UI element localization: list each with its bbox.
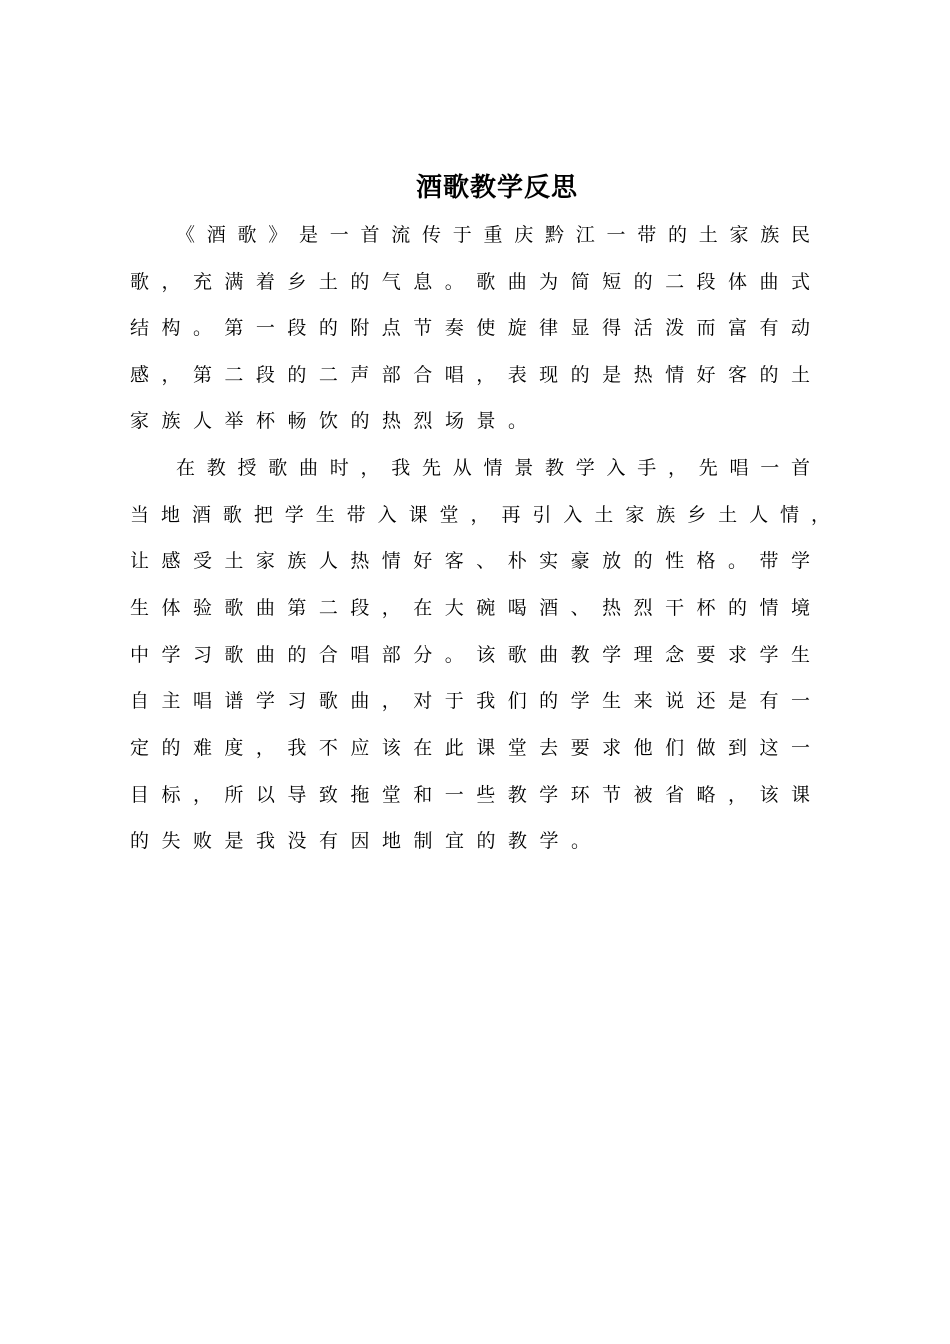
paragraph-line: 《酒歌》是一首流传于重庆黔江一带的土家族民 bbox=[176, 224, 810, 246]
paragraph-line: 中学习歌曲的合唱部分。该歌曲教学理念要求学生 bbox=[130, 644, 810, 666]
paragraph-line: 在教授歌曲时，我先从情景教学入手，先唱一首 bbox=[176, 457, 810, 479]
paragraph-line: 家族人举杯畅饮的热烈场景。 bbox=[130, 410, 540, 432]
paragraph-line: 感，第二段的二声部合唱，表现的是热情好客的土 bbox=[130, 364, 810, 386]
paragraph-line: 让感受土家族人热情好客、朴实豪放的性格。带学 bbox=[130, 550, 810, 572]
document-title: 酒歌教学反思 bbox=[415, 173, 578, 203]
paragraph-line: 目标，所以导致拖堂和一些教学环节被省略，该课 bbox=[130, 784, 810, 806]
paragraph-line: 歌，充满着乡土的气息。歌曲为简短的二段体曲式 bbox=[130, 271, 810, 293]
paragraph-line: 结构。第一段的附点节奏使旋律显得活泼而富有动 bbox=[130, 317, 810, 339]
paragraph-line: 生体验歌曲第二段，在大碗喝酒、热烈干杯的情境 bbox=[130, 597, 810, 619]
paragraph-line: 定的难度，我不应该在此课堂去要求他们做到这一 bbox=[130, 737, 810, 759]
paragraph-line: 自主唱谱学习歌曲，对于我们的学生来说还是有一 bbox=[130, 690, 810, 712]
paragraph-line: 的失败是我没有因地制宜的教学。 bbox=[130, 830, 603, 852]
paragraph-line: 当地酒歌把学生带入课堂，再引入土家族乡土人情， bbox=[130, 504, 830, 526]
